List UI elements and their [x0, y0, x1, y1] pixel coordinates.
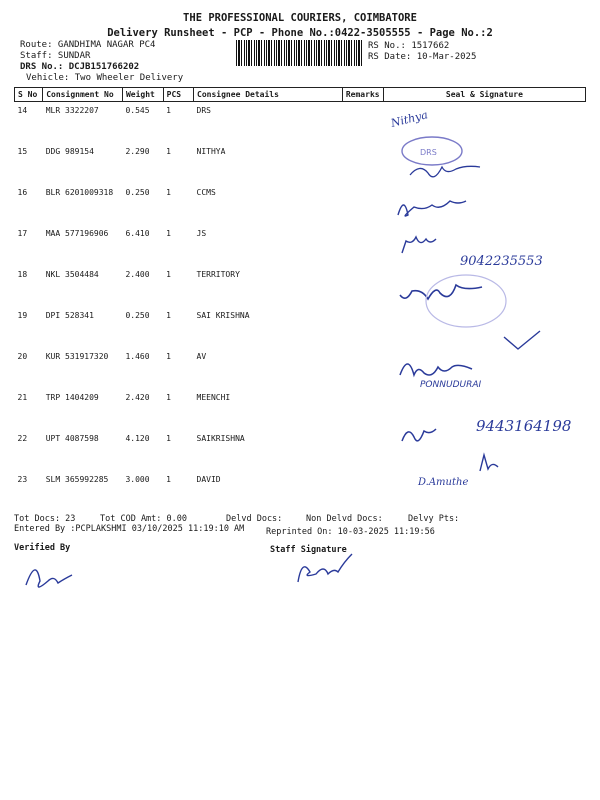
barcode	[236, 40, 362, 66]
signature-row-19	[504, 331, 540, 349]
cell-consignment: SLM 365992285	[45, 475, 109, 484]
reprinted-on: Reprinted On: 10-03-2025 11:19:56	[266, 527, 435, 537]
cell-weight: 0.250	[125, 188, 150, 197]
cell-sno: 14	[17, 106, 28, 115]
signature-row-20-scrawl	[400, 364, 472, 375]
cell-consignment: DPI 528341	[45, 311, 94, 320]
cell-pcs: 1	[166, 393, 171, 402]
cell-pcs: 1	[166, 229, 171, 238]
route: Route: GANDHIMA NAGAR PC4	[20, 40, 156, 50]
verifier-signature	[20, 555, 80, 595]
signature-row-22	[480, 455, 498, 471]
cell-pcs: 1	[166, 270, 171, 279]
col-sno: S No	[15, 88, 43, 102]
cell-remarks	[342, 430, 383, 471]
cell-sno: 16	[17, 188, 28, 197]
total-cod-amount: Tot COD Amt: 0.00	[100, 514, 187, 524]
cell-pcs: 1	[166, 352, 171, 361]
cell-consignee: SAI KRISHNA	[196, 311, 250, 320]
cell-weight: 2.290	[125, 147, 150, 156]
cell-weight: 0.250	[125, 311, 150, 320]
stamp-ring-row-18	[426, 275, 506, 327]
handwritten-signatures	[380, 105, 590, 500]
runsheet-subtitle: Delivery Runsheet - PCP - Phone No.:0422-3505555 - Page No.:2	[107, 27, 493, 39]
cell-remarks	[342, 266, 383, 307]
signature-row-18	[400, 285, 482, 299]
cell-sno: 22	[17, 434, 28, 443]
cell-consignment: NKL 3504484	[45, 270, 99, 279]
col-remarks: Remarks	[342, 88, 383, 102]
cell-consignment: BLR 6201009318	[45, 188, 114, 197]
cell-remarks	[342, 389, 383, 430]
cell-remarks	[342, 471, 383, 512]
signature-row-17-phone: 9042235553	[460, 254, 543, 269]
col-pcs: PCS	[163, 88, 193, 102]
col-weight: Weight	[122, 88, 163, 102]
delivered-docs: Delvd Docs:	[226, 514, 283, 524]
cell-sno: 23	[17, 475, 28, 484]
cell-weight: 1.460	[125, 352, 150, 361]
col-seal-signature: Seal & Signature	[383, 88, 585, 102]
cell-consignee: TERRITORY	[196, 270, 240, 279]
cell-consignment: KUR 531917320	[45, 352, 109, 361]
cell-weight: 3.000	[125, 475, 150, 484]
col-consignee: Consignee Details	[194, 88, 343, 102]
cell-consignee: NITHYA	[196, 147, 226, 156]
signature-row-23-name: D.Amuthe	[418, 477, 469, 488]
staff-signature-label: Staff Signature	[270, 545, 347, 555]
table-header-row	[15, 88, 586, 102]
cell-consignee: AV	[196, 352, 207, 361]
cell-remarks	[342, 307, 383, 348]
signature-row-15-scrawl	[410, 166, 480, 177]
total-docs: Tot Docs: 23	[14, 514, 76, 524]
cell-consignee: CCMS	[196, 188, 216, 197]
cell-consignee: DAVID	[196, 475, 221, 484]
cell-consignee: DRS	[196, 106, 211, 115]
staff: Staff: SUNDAR	[20, 51, 91, 61]
staff-signature	[288, 548, 358, 590]
cell-sno: 15	[17, 147, 28, 156]
cell-consignment: MLR 3322207	[45, 106, 99, 115]
cell-pcs: 1	[166, 311, 171, 320]
cell-remarks	[342, 102, 383, 144]
cell-consignment: DDG 989154	[45, 147, 94, 156]
signature-row-21-scrawl	[402, 429, 436, 441]
cell-sno: 17	[17, 229, 28, 238]
cell-consignee: MEENCHI	[196, 393, 231, 402]
signature-row-17-scrawl	[402, 237, 436, 253]
signature-row-20-name: PONNUDURAI	[420, 380, 482, 390]
rs-number: RS No.: 1517662	[368, 41, 450, 51]
cell-remarks	[342, 348, 383, 389]
cell-pcs: 1	[166, 147, 171, 156]
cell-sno: 19	[17, 311, 28, 320]
cell-consignee: JS	[196, 229, 207, 238]
cell-sno: 18	[17, 270, 28, 279]
signature-row-16	[398, 201, 466, 216]
cell-weight: 2.400	[125, 270, 150, 279]
cell-pcs: 1	[166, 434, 171, 443]
cell-weight: 4.120	[125, 434, 150, 443]
rs-date: RS Date: 10-Mar-2025	[368, 52, 477, 62]
cell-weight: 0.545	[125, 106, 150, 115]
entered-by: Entered By :PCPLAKSHMI 03/10/2025 11:19:10 AM	[14, 524, 245, 534]
cell-consignee: SAIKRISHNA	[196, 434, 245, 443]
delivery-stamp	[402, 137, 462, 165]
cell-pcs: 1	[166, 188, 171, 197]
cell-sno: 20	[17, 352, 28, 361]
non-delivered-docs: Non Delvd Docs:	[306, 514, 383, 524]
drs-number: DRS No.: DCJB151766202	[20, 62, 140, 72]
delivery-points: Delvy Pts:	[408, 514, 460, 524]
col-consignment: Consignment No	[43, 88, 123, 102]
cell-pcs: 1	[166, 475, 171, 484]
company-title: THE PROFESSIONAL COURIERS, COIMBATORE	[183, 12, 417, 24]
cell-consignment: TRP 1404209	[45, 393, 99, 402]
stamp-text: DRS	[420, 148, 437, 157]
signature-name-nithya: Nithya	[389, 108, 430, 130]
cell-weight: 6.410	[125, 229, 150, 238]
cell-weight: 2.420	[125, 393, 150, 402]
cell-consignment: MAA 577196906	[45, 229, 109, 238]
cell-sno: 21	[17, 393, 28, 402]
cell-remarks	[342, 143, 383, 184]
vehicle: Vehicle: Two Wheeler Delivery	[26, 73, 184, 83]
verified-by-label: Verified By	[14, 543, 71, 553]
cell-pcs: 1	[166, 106, 171, 115]
signature-row-15	[389, 108, 429, 130]
cell-remarks	[342, 184, 383, 225]
cell-remarks	[342, 225, 383, 266]
cell-consignment: UPT 4087598	[45, 434, 99, 443]
signature-row-21-phone: 9443164198	[476, 417, 572, 435]
